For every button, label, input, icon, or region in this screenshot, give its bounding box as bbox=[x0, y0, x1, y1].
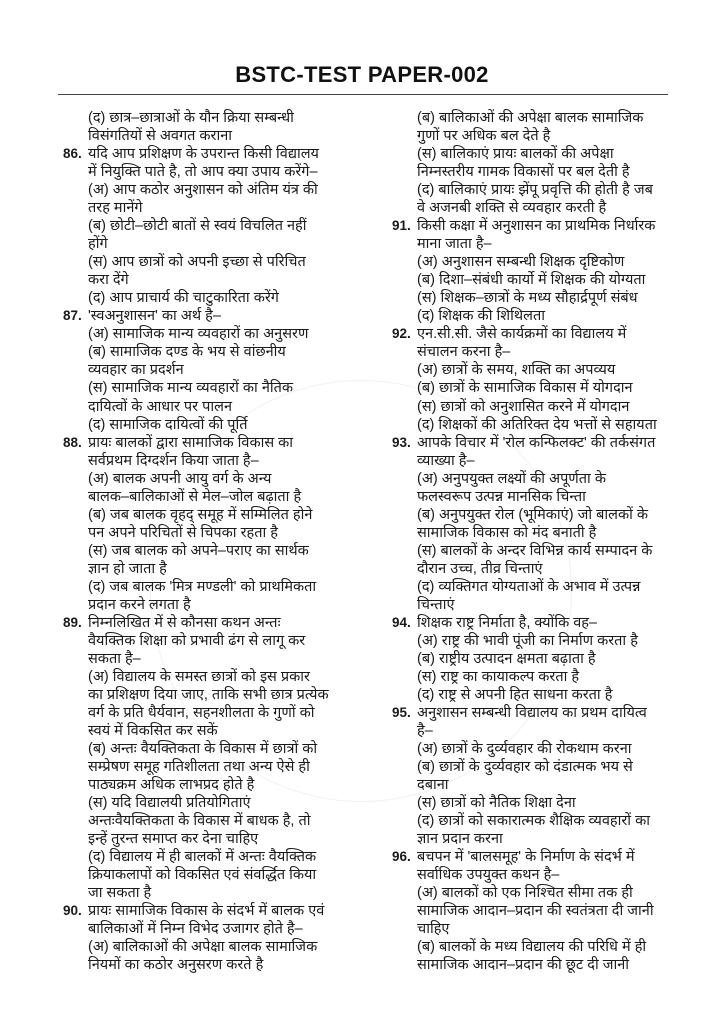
line-text: (ब) राष्ट्रीय उत्पादन क्षमता बढ़ाता है bbox=[417, 650, 596, 667]
line-text: (अ) विद्यालय के समस्त छात्रों को इस प्रकार bbox=[88, 668, 310, 685]
line-text: संचालन करना है– bbox=[417, 344, 511, 361]
text-line bbox=[392, 884, 692, 902]
line-text: माना जाता है– bbox=[417, 236, 492, 253]
line-text: किसी कक्षा में अनुशासन का प्राथमिक निर्धारक bbox=[417, 218, 656, 235]
text-line bbox=[392, 379, 692, 397]
right-column bbox=[392, 109, 692, 975]
text-line bbox=[392, 506, 692, 524]
text-line bbox=[392, 902, 692, 920]
text-line bbox=[392, 776, 692, 794]
line-text: (अ) राष्ट्र की भावी पूंजी का निर्माण करता है bbox=[417, 632, 638, 649]
text-line bbox=[63, 470, 363, 488]
text-line bbox=[63, 289, 363, 307]
text-line bbox=[392, 866, 692, 884]
text-line bbox=[392, 289, 692, 307]
text-line bbox=[63, 578, 363, 596]
text-line bbox=[392, 452, 692, 470]
line-text: (ब) छोटी–छोटी बातों से स्वयं विचलित नहीं bbox=[88, 218, 307, 235]
text-line bbox=[63, 488, 363, 506]
text-line bbox=[63, 866, 363, 884]
text-line bbox=[63, 524, 363, 542]
line-text: सम्प्रेषण समूह गतिशीलता तथा अन्य ऐसे ही bbox=[88, 759, 310, 776]
question-line bbox=[392, 325, 692, 343]
line-text: प्रदान करने लगता है bbox=[88, 596, 191, 613]
line-text: (द) छात्रों को सकारात्मक शैक्षिक व्यवहारों का bbox=[417, 813, 650, 830]
text-line bbox=[63, 217, 363, 235]
line-text: यदि आप प्रशिक्षण के उपरान्त किसी विद्यालय bbox=[88, 146, 319, 163]
line-text: बचपन में 'बालसमूह' के निर्माण के संदर्भ में bbox=[417, 849, 635, 866]
question-number: 87. bbox=[63, 308, 82, 324]
line-text: (ब) अनुपयुक्त रोल (भूमिकाएं) जो बालकों के bbox=[417, 506, 649, 523]
line-text: (द) सामाजिक दायित्वों की पूर्ति bbox=[88, 416, 248, 433]
text-line bbox=[392, 343, 692, 361]
text-line bbox=[392, 307, 692, 325]
line-text: स्वयं में विकसित कर सकें bbox=[88, 723, 218, 740]
line-text: (ब) जब बालक वृहद् समूह में सम्मिलित होने bbox=[88, 506, 313, 523]
question-line bbox=[392, 704, 692, 722]
line-text: बालिकाओं में निम्न विभेद उजागर होते है– bbox=[88, 921, 303, 938]
line-text: निम्नलिखित में से कौनसा कथन अन्तः bbox=[88, 614, 281, 631]
text-line bbox=[63, 812, 363, 830]
text-line bbox=[392, 668, 692, 686]
line-text: (ब) अन्तः वैयक्तिकता के विकास में छात्रों को bbox=[88, 741, 318, 758]
line-text: निम्नस्तरीय गामक विकासों पर बल देती है bbox=[417, 164, 630, 181]
text-line bbox=[63, 235, 363, 253]
text-line bbox=[63, 704, 363, 722]
line-text: 'स्वअनुशासन' का अर्थ है– bbox=[88, 308, 221, 325]
line-text: वैयक्तिक शिक्षा को प्रभावी ढंग से लागू कर bbox=[88, 632, 306, 649]
text-line bbox=[392, 271, 692, 289]
text-line bbox=[392, 596, 692, 614]
text-line bbox=[63, 722, 363, 740]
text-line bbox=[392, 127, 692, 145]
text-line bbox=[63, 938, 363, 956]
line-text: दौरान उच्च, तीव्र चिन्ताएं bbox=[417, 560, 543, 577]
text-line bbox=[63, 560, 363, 578]
text-line bbox=[63, 181, 363, 199]
text-line bbox=[392, 722, 692, 740]
line-text: इन्हें तुरन्त समाप्त कर देना चाहिए bbox=[88, 831, 259, 848]
text-line bbox=[63, 650, 363, 668]
text-line bbox=[63, 199, 363, 217]
question-number: 88. bbox=[63, 434, 82, 450]
text-line bbox=[392, 398, 692, 416]
line-text: दबाना bbox=[417, 777, 449, 794]
text-line bbox=[392, 956, 692, 974]
line-text: में नियुक्ति पाते है, तो आप क्या उपाय करेंगे– bbox=[88, 164, 318, 181]
line-text: होंगे bbox=[88, 236, 108, 253]
line-text: अन्तःवैयक्तिकता के विकास में बाधक है, तो bbox=[88, 813, 311, 830]
line-text: पन अपने परिचितों से चिपका रहता है bbox=[88, 524, 278, 541]
text-line bbox=[63, 127, 363, 145]
text-line bbox=[392, 361, 692, 379]
question-line bbox=[392, 614, 692, 632]
line-text: अनुशासन सम्बन्धी विद्यालय का प्रथम दायित्व bbox=[417, 705, 647, 722]
text-line bbox=[63, 163, 363, 181]
text-line bbox=[392, 830, 692, 848]
question-number: 94. bbox=[392, 614, 411, 630]
line-text: (ब) सामाजिक दण्ड के भय से वांछनीय bbox=[88, 344, 286, 361]
line-text: है– bbox=[417, 723, 433, 740]
question-number: 95. bbox=[392, 705, 411, 721]
line-text: (द) व्यक्तिगत योग्यताओं के अभाव में उत्पन्न bbox=[417, 578, 641, 595]
line-text: शिक्षक राष्ट्र निर्माता है, क्योंकि वह– bbox=[417, 614, 598, 631]
line-text: (अ) अनुपयुक्त लक्ष्यों की अपूर्णता के bbox=[417, 470, 606, 487]
text-line bbox=[392, 686, 692, 704]
question-number: 90. bbox=[63, 903, 82, 919]
question-line bbox=[63, 434, 363, 452]
text-line bbox=[63, 668, 363, 686]
line-text: सर्वप्रथम दिग्दर्शन किया जाता है– bbox=[88, 452, 259, 469]
text-line bbox=[63, 830, 363, 848]
text-line bbox=[63, 325, 363, 343]
line-text: दायित्वों के आधार पर पालन bbox=[88, 398, 232, 415]
line-text: व्यवहार का प्रदर्शन bbox=[88, 362, 184, 379]
text-line bbox=[63, 398, 363, 416]
line-text: का प्रशिक्षण दिया जाए, ताकि सभी छात्र प्रत्येक bbox=[88, 687, 329, 703]
text-line bbox=[63, 109, 363, 127]
text-line bbox=[63, 956, 363, 974]
line-text: (अ) सामाजिक मान्य व्यवहारों का अनुसरण bbox=[88, 326, 309, 343]
line-text: (ब) छात्रों के दुर्व्यवहार को दंडात्मक भय से bbox=[417, 759, 633, 776]
line-text: (स) बालकों के अन्दर विभिन्न कार्य सम्पादन के bbox=[417, 542, 653, 559]
text-line bbox=[63, 542, 363, 560]
line-text: वर्ग के प्रति धैर्यवान, सहनशीलता के गुणों को bbox=[88, 705, 315, 722]
line-text: सामाजिक आदान–प्रदान की छूट दी जानी bbox=[417, 957, 630, 974]
line-text: नियमों का कठोर अनुसरण करते है bbox=[88, 957, 264, 974]
line-text: (द) आप प्राचार्य की चाटुकारिता करेंगे bbox=[88, 290, 279, 307]
question-number: 89. bbox=[63, 614, 82, 630]
line-text: (स) छात्रों को नैतिक शिक्षा देना bbox=[417, 795, 576, 812]
line-text: (स) सामाजिक मान्य व्यवहारों का नैतिक bbox=[88, 380, 294, 397]
line-text: (स) बालिकाएं प्रायः बालकों की अपेक्षा bbox=[417, 146, 614, 163]
text-line bbox=[63, 794, 363, 812]
line-text: (द) छात्र–छात्राओं के यौन क्रिया सम्बन्धी bbox=[88, 110, 294, 126]
line-text: (अ) बालक अपनी आयु वर्ग के अन्य bbox=[88, 470, 272, 487]
line-text: (अ) छात्रों के समय, शक्ति का अपव्यय bbox=[417, 362, 616, 379]
text-line bbox=[392, 542, 692, 560]
line-text: (द) शिक्षक की शिथिलता bbox=[417, 308, 545, 325]
line-text: पाठ्यक्रम अधिक लाभप्रद होते है bbox=[88, 777, 255, 794]
question-line bbox=[392, 434, 692, 452]
line-text: बालक–बालिकाओं से मेल–जोल बढ़ाता है bbox=[88, 488, 302, 505]
text-line bbox=[392, 632, 692, 650]
line-text: आपके विचार में 'रोल कन्फिलक्ट' की तर्कसंगत bbox=[417, 434, 656, 451]
text-line bbox=[392, 488, 692, 506]
text-line bbox=[392, 758, 692, 776]
line-text: (स) जब बालक को अपने–पराए का सार्थक bbox=[88, 542, 309, 559]
text-line bbox=[392, 199, 692, 217]
text-line bbox=[392, 812, 692, 830]
question-number: 93. bbox=[392, 434, 411, 450]
line-text: (द) राष्ट्र से अपनी हित साधना करता है bbox=[417, 687, 613, 703]
text-line bbox=[392, 794, 692, 812]
line-text: वे अजनबी शक्ति से व्यवहार करती है bbox=[417, 200, 607, 217]
line-text: चिन्ताएं bbox=[417, 596, 455, 613]
text-line bbox=[63, 506, 363, 524]
question-line bbox=[63, 902, 363, 920]
line-text: (अ) छात्रों के दुर्व्यवहार की रोकथाम करना bbox=[417, 741, 632, 758]
line-text: प्रायः बालकों द्वारा सामाजिक विकास का bbox=[88, 434, 294, 451]
text-line bbox=[392, 740, 692, 758]
line-text: (स) आप छात्रों को अपनी इच्छा से परिचित bbox=[88, 254, 306, 271]
text-line bbox=[392, 938, 692, 956]
text-line bbox=[63, 253, 363, 271]
left-column bbox=[63, 109, 363, 975]
line-text: सामाजिक विकास को मंद बनाती है bbox=[417, 524, 597, 541]
line-text: फलस्वरूप उत्पन्न मानसिक चिन्ता bbox=[417, 488, 586, 505]
text-line bbox=[392, 253, 692, 271]
line-text: (स) यदि विद्यालयी प्रतियोगिताएं bbox=[88, 795, 251, 812]
line-text: सकता है– bbox=[88, 650, 141, 667]
text-line bbox=[63, 686, 363, 704]
line-text: (द) जब बालक 'मित्र मण्डली' को प्राथमिकता bbox=[88, 578, 317, 595]
line-text: (ब) दिशा–संबंधी कार्यो में शिक्षक की योग्यता bbox=[417, 272, 646, 289]
line-text: सर्वाधिक उपयुक्त कथन है– bbox=[417, 867, 560, 884]
line-text: प्रायः सामाजिक विकास के संदर्भ में बालक एवं bbox=[88, 903, 325, 920]
text-line bbox=[392, 650, 692, 668]
text-line bbox=[63, 848, 363, 866]
text-line bbox=[392, 109, 692, 127]
question-number: 91. bbox=[392, 218, 411, 234]
text-line bbox=[63, 776, 363, 794]
text-line bbox=[63, 632, 363, 650]
line-text: सामाजिक आदान–प्रदान की स्वतंत्रता दी जानी bbox=[417, 903, 654, 920]
text-line bbox=[392, 920, 692, 938]
question-line bbox=[392, 217, 692, 235]
text-line bbox=[392, 524, 692, 542]
question-number: 92. bbox=[392, 326, 411, 342]
question-line bbox=[63, 307, 363, 325]
text-line bbox=[63, 361, 363, 379]
text-line bbox=[63, 271, 363, 289]
line-text: (स) शिक्षक–छात्रों के मध्य सौहार्द्रपूर्ण संबंध bbox=[417, 290, 638, 307]
line-text: क्रियाकलापों को विकसित एवं संवर्द्धित किया bbox=[88, 867, 317, 884]
line-text: तरह मानेंगे bbox=[88, 200, 143, 217]
line-text: गुणों पर अधिक बल देते है bbox=[417, 128, 551, 145]
text-line bbox=[392, 145, 692, 163]
text-line bbox=[63, 740, 363, 758]
text-line bbox=[392, 416, 692, 434]
line-text: (द) शिक्षकों की अतिरिक्त देय भत्तों से सहायता bbox=[417, 416, 657, 433]
line-text: (द) विद्यालय में ही बालकों में अन्तः वैयक्तिक bbox=[88, 849, 317, 866]
text-line bbox=[63, 343, 363, 361]
question-number: 86. bbox=[63, 146, 82, 162]
text-line bbox=[63, 920, 363, 938]
text-line bbox=[63, 452, 363, 470]
line-text: (ब) छात्रों के सामाजिक विकास में योगदान bbox=[417, 380, 633, 397]
line-text: (ब) बालकों के मध्य विद्यालय की परिधि में ही bbox=[417, 939, 647, 956]
line-text: ज्ञान हो जाता है bbox=[88, 560, 167, 577]
line-text: (अ) बालिकाओं की अपेक्षा बालक सामाजिक bbox=[88, 939, 318, 956]
text-line bbox=[392, 470, 692, 488]
title-divider bbox=[58, 94, 668, 95]
line-text: विसंगतियों से अवगत कराना bbox=[88, 128, 233, 145]
line-text: करा देंगे bbox=[88, 272, 129, 289]
line-text: (स) राष्ट्र का कायाकल्प करता है bbox=[417, 668, 580, 685]
text-line bbox=[392, 163, 692, 181]
line-text: (द) बालिकाएं प्रायः झेंपू प्रवृत्ति की होती है जब bbox=[417, 182, 653, 199]
question-line bbox=[63, 614, 363, 632]
text-line bbox=[392, 235, 692, 253]
text-line bbox=[392, 181, 692, 199]
line-text: (अ) आप कठोर अनुशासन को अंतिम यंत्र की bbox=[88, 182, 318, 199]
text-line bbox=[63, 596, 363, 614]
line-text: एन.सी.सी. जैसे कार्यक्रमों का विद्यालय में bbox=[417, 326, 627, 343]
line-text: ज्ञान प्रदान करना bbox=[417, 831, 503, 848]
text-line bbox=[392, 560, 692, 578]
text-line bbox=[63, 379, 363, 397]
question-number: 96. bbox=[392, 849, 411, 865]
text-line bbox=[63, 884, 363, 902]
line-text: जा सकता है bbox=[88, 885, 152, 902]
line-text: (अ) अनुशासन सम्बन्धी शिक्षक दृष्टिकोण bbox=[417, 254, 625, 271]
text-line bbox=[63, 416, 363, 434]
question-line bbox=[392, 848, 692, 866]
line-text: (ब) बालिकाओं की अपेक्षा बालक सामाजिक bbox=[417, 110, 644, 126]
page-title: BSTC-TEST PAPER-002 bbox=[235, 62, 489, 87]
line-text: व्याख्या है– bbox=[417, 452, 475, 469]
line-text: (स) छात्रों को अनुशासित करने में योगदान bbox=[417, 398, 630, 415]
line-text: चाहिए bbox=[417, 921, 450, 938]
text-line bbox=[63, 758, 363, 776]
line-text: (अ) बालकों को एक निश्चित सीमा तक ही bbox=[417, 885, 633, 902]
text-line bbox=[392, 578, 692, 596]
question-line bbox=[63, 145, 363, 163]
